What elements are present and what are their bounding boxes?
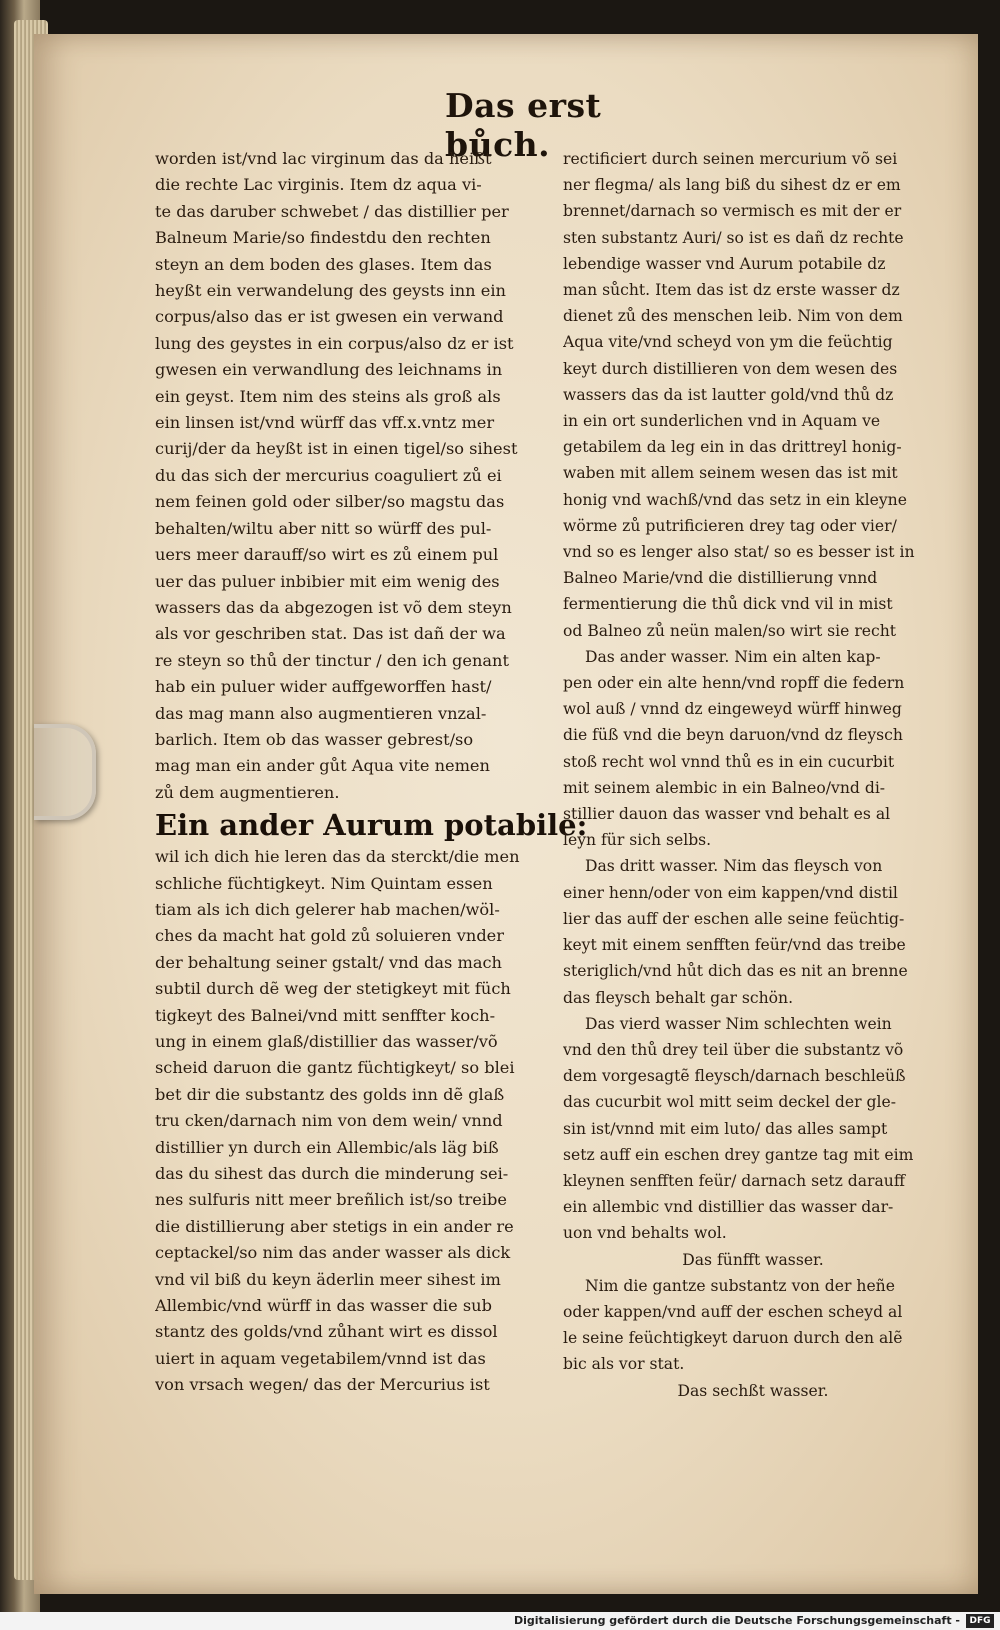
text-line: mag man ein ander gůt Aqua vite nemen xyxy=(155,756,490,776)
text-line: das fleysch behalt gar schön. xyxy=(563,988,794,1007)
footer-bar xyxy=(0,1612,1000,1630)
text-line: Das dritt wasser. Nim das fleysch von xyxy=(585,857,883,876)
text-line: uer das puluer inbibier mit eim wenig des xyxy=(155,571,500,591)
text-line: behalten/wiltu aber nitt so würff des pul- xyxy=(155,518,492,538)
text-line: ner flegma/ als lang biß du sihest dz er em xyxy=(563,176,901,195)
text-line: Balneum Marie/so findestdu den rechten xyxy=(155,228,491,248)
text-line: Das sechßt wasser. xyxy=(677,1381,829,1400)
footer-credit: Digitalisierung gefördert durch die Deutsche Forschungsgemeinschaft - xyxy=(513,1614,960,1627)
text-line: lier das auff der eschen alle seine feüchtig- xyxy=(563,909,905,928)
text-line: ung in einem glaß/distillier das wasser/võ xyxy=(155,1032,498,1051)
text-line: wassers das da abgezogen ist võ dem steyn xyxy=(155,597,512,617)
text-line: mit seinem alembic in ein Balneo/vnd di- xyxy=(563,778,886,797)
text-line: barlich. Item ob das wasser gebrest/so xyxy=(155,729,474,749)
text-line: te das daruber schwebet / das distillier per xyxy=(155,201,509,221)
text-line: wassers das da ist lautter gold/vnd thů dz xyxy=(563,385,894,404)
text-line: bet dir die substantz des golds inn dẽ glaß xyxy=(155,1084,505,1104)
text-line: corpus/also das er ist gwesen ein verwand xyxy=(155,307,504,327)
text-line: fermentierung die thů dick vnd vil in mist xyxy=(563,595,893,614)
text-line: steyn an dem boden des glases. Item das xyxy=(155,254,492,274)
text-line: getabilem da leg ein in das drittreyl honig- xyxy=(563,438,902,457)
text-line: Das vierd wasser Nim schlechten wein xyxy=(585,1014,892,1033)
text-line: nem feinen gold oder silber/so magstu das xyxy=(155,492,505,512)
text-line: dienet zů des menschen leib. Nim von dem xyxy=(563,307,903,326)
text-line: wol auß / vnnd dz eingeweyd würff hinweg xyxy=(563,700,902,719)
text-line: vnd den thů drey teil über die substantz võ xyxy=(563,1040,904,1059)
text-line: distillier yn durch ein Allembic/als läg biß xyxy=(155,1137,499,1157)
text-line: curij/der da heyßt ist in einen tigel/so sihest xyxy=(155,439,518,459)
text-line: zů dem augmentieren. xyxy=(155,782,340,802)
text-line: ein geyst. Item nim des steins als groß als xyxy=(155,386,501,406)
text-line: Nim die gantze substantz von der heñe xyxy=(585,1276,895,1295)
text-line: du das sich der mercurius coaguliert zů ei xyxy=(155,465,502,485)
text-line: ein allembic vnd distillier das wasser dar- xyxy=(563,1198,894,1217)
text-line: gwesen ein verwandlung des leichnams in xyxy=(155,360,503,380)
text-line: Das ander wasser. Nim ein alten kap- xyxy=(585,647,881,666)
text-line: steriglich/vnd hůt dich das es nit an brenne xyxy=(563,962,908,981)
left-column xyxy=(155,146,588,1399)
text-line: oder kappen/vnd auff der eschen scheyd al xyxy=(563,1302,903,1321)
text-line: Allembic/vnd würff in das wasser die sub xyxy=(155,1296,492,1316)
text-line: stillier dauon das wasser vnd behalt es al xyxy=(563,805,891,824)
text-line: das mag mann also augmentieren vnzal- xyxy=(155,703,487,723)
text-line: vnd vil biß du keyn äderlin meer sihest im xyxy=(155,1269,501,1289)
text-line: subtil durch dẽ weg der stetigkeyt mit füch xyxy=(155,979,511,999)
text-line: Aqua vite/vnd scheyd von ym die feüchtig xyxy=(563,333,893,352)
text-line: re steyn so thů der tinctur / den ich genant xyxy=(155,650,509,670)
text-line: keyt durch distillieren von dem wesen des xyxy=(563,359,898,378)
text-line: schliche füchtigkeyt. Nim Quintam essen xyxy=(155,873,493,893)
text-line: setz auff ein eschen drey gantze tag mit eim xyxy=(563,1145,914,1164)
text-line: lebendige wasser vnd Aurum potabile dz xyxy=(563,254,886,273)
text-line: wil ich dich hie leren das da sterckt/die men xyxy=(155,847,520,867)
text-line: keyt mit einem senfften feür/vnd das treibe xyxy=(563,936,906,955)
text-line: kleynen senfften feür/ darnach setz darauff xyxy=(563,1171,905,1190)
text-line: die füß vnd die beyn daruon/vnd dz fleysch xyxy=(563,726,903,745)
text-line: von vrsach wegen/ das der Mercurius ist xyxy=(155,1375,490,1395)
text-line: wörme zů putrificieren drey tag oder vier/ xyxy=(563,516,897,535)
text-line: stoß recht wol vnnd thů es in ein cucurbit xyxy=(563,752,895,771)
text-line: rectificiert durch seinen mercurium võ sei xyxy=(563,150,898,168)
right-column xyxy=(563,146,943,1404)
text-line: man sůcht. Item das ist dz erste wasser dz xyxy=(563,281,900,300)
text-line: dem vorgesagtẽ fleysch/darnach beschleüß xyxy=(563,1067,906,1086)
text-line: die distillierung aber stetigs in ein ander re xyxy=(155,1216,514,1236)
text-line: brennet/darnach so vermisch es mit der er xyxy=(563,202,902,221)
text-line: in ein ort sunderlichen vnd in Aquam ve xyxy=(563,412,881,431)
text-line: Das fünfft wasser. xyxy=(682,1250,824,1269)
text-line: Balneo Marie/vnd die distillierung vnnd xyxy=(563,569,878,588)
text-line: nes sulfuris nitt meer breñlich ist/so treibe xyxy=(155,1190,507,1210)
text-line: sten substantz Auri/ so ist es dañ dz rechte xyxy=(563,228,904,247)
text-line: uiert in aquam vegetabilem/vnnd ist das xyxy=(155,1348,486,1368)
text-line: heyßt ein verwandelung des geysts inn ein xyxy=(155,281,506,301)
text-line: als vor geschriben stat. Das ist dañ der wa xyxy=(155,624,506,644)
text-line: tru cken/darnach nim von dem wein/ vnnd xyxy=(155,1111,503,1131)
text-line: uers meer darauff/so wirt es zů einem pul xyxy=(155,545,499,565)
text-line: worden ist/vnd lac virginum das da heißt xyxy=(155,149,492,168)
text-line: scheid daruon die gantz füchtigkeyt/ so blei xyxy=(155,1058,515,1078)
text-line: uon vnd behalts wol. xyxy=(563,1224,727,1243)
text-line: le seine feüchtigkeyt daruon durch den alẽ xyxy=(563,1329,903,1348)
text-line: tiam als ich dich gelerer hab machen/wöl- xyxy=(155,899,500,919)
text-line: einer henn/oder von eim kappen/vnd distil xyxy=(563,883,898,902)
dfg-logo: DFG xyxy=(966,1614,994,1628)
text-line: waben mit allem seinem wesen das ist mit xyxy=(563,464,898,483)
text-line: pen oder ein alte henn/vnd ropff die federn xyxy=(563,674,905,693)
text-line: honig vnd wachß/vnd das setz in ein kleyne xyxy=(563,490,907,509)
text-line: bic als vor stat. xyxy=(563,1355,685,1374)
text-line: lung des geystes in ein corpus/also dz er ist xyxy=(155,333,514,353)
text-line: das cucurbit wol mitt seim deckel der gle- xyxy=(563,1093,896,1112)
text-line: das du sihest das durch die minderung sei- xyxy=(155,1164,509,1184)
text-line: der behaltung seiner gstalt/ vnd das mach xyxy=(155,952,502,972)
text-line: leyn für sich selbs. xyxy=(563,831,712,850)
section-heading: Ein ander Aurum potabile: xyxy=(155,808,588,843)
text-line: hab ein puluer wider auffgeworffen hast/ xyxy=(155,677,492,697)
text-line: ceptackel/so nim das ander wasser als dick xyxy=(155,1243,511,1263)
text-line: sin ist/vnnd mit eim luto/ das alles sampt xyxy=(563,1119,888,1138)
text-line: tigkeyt des Balnei/vnd mitt senffter koch- xyxy=(155,1005,496,1025)
text-line: od Balneo zů neün malen/so wirt sie recht xyxy=(563,621,897,640)
running-header: Das erst bůch. xyxy=(445,86,602,164)
text-line: ches da macht hat gold zů soluieren vnder xyxy=(155,926,504,946)
text-line: die rechte Lac virginis. Item dz aqua vi- xyxy=(155,175,482,195)
text-line: ein linsen ist/vnd würff das vff.x.vntz mer xyxy=(155,413,495,433)
text-line: vnd so es lenger also stat/ so es besser ist in xyxy=(563,543,915,562)
text-line: stantz des golds/vnd zůhant wirt es dissol xyxy=(155,1322,498,1342)
page-clip xyxy=(34,724,96,820)
